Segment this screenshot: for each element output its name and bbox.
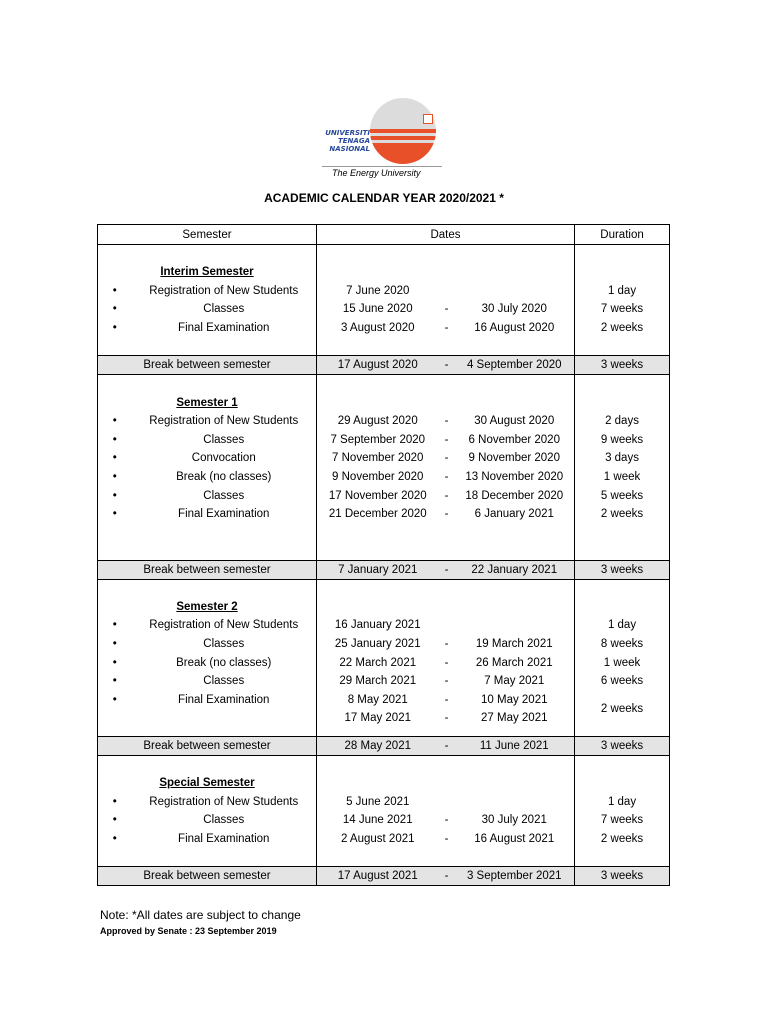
duration: 2 weeks xyxy=(575,319,670,338)
academic-calendar-table xyxy=(97,224,670,886)
duration: 5 weeks xyxy=(575,486,670,505)
break-label: Break between semester xyxy=(98,736,317,755)
semester-title: Semester 2 xyxy=(98,598,317,617)
bullet: • xyxy=(98,412,132,431)
duration: 9 weeks xyxy=(575,431,670,450)
break-label: Break between semester xyxy=(98,356,317,375)
date-dash: - xyxy=(444,433,449,446)
approval-text: Approved by Senate : 23 September 2019 xyxy=(100,926,277,936)
header-dates: Dates xyxy=(317,225,575,245)
event-label: Convocation xyxy=(132,449,317,468)
table-row xyxy=(98,635,670,654)
end-date: 18 December 2020 xyxy=(455,486,575,505)
spacer-row xyxy=(98,755,670,774)
event-label: Final Examination xyxy=(132,829,317,848)
break-end: 4 September 2020 xyxy=(455,356,575,375)
end-date: 30 July 2020 xyxy=(455,300,575,319)
break-end: 11 June 2021 xyxy=(455,736,575,755)
end-date: 19 March 2021 xyxy=(455,635,575,654)
date-dash: - xyxy=(444,675,449,688)
duration: 2 weeks xyxy=(575,505,670,524)
date-dash: - xyxy=(444,656,449,669)
break-end: 22 January 2021 xyxy=(455,560,575,579)
duration: 1 week xyxy=(575,653,670,672)
duration: 6 weeks xyxy=(575,672,670,691)
event-label: Classes xyxy=(132,300,317,319)
duration: 1 day xyxy=(575,792,670,811)
bullet: • xyxy=(98,468,132,487)
date-dash: - xyxy=(444,814,449,827)
logo-wordmark: UNIVERSITI TENAGA NASIONAL xyxy=(325,129,370,153)
break-row xyxy=(98,560,670,579)
date-dash: - xyxy=(444,638,449,651)
spacer-row xyxy=(98,375,670,394)
logo-tagline: The Energy University xyxy=(332,168,421,178)
event-label: Registration of New Students xyxy=(132,616,317,635)
bullet: • xyxy=(98,282,132,301)
end-date: 13 November 2020 xyxy=(455,468,575,487)
event-label: Final Examination xyxy=(132,319,317,338)
table-header-row xyxy=(98,225,670,245)
table-row xyxy=(98,486,670,505)
date-dash: - xyxy=(439,356,455,375)
event-label: Classes xyxy=(132,486,317,505)
spacer-row xyxy=(98,542,670,561)
bullet: • xyxy=(98,319,132,338)
spacer-row xyxy=(98,337,670,356)
break-row xyxy=(98,736,670,755)
table-row xyxy=(98,792,670,811)
table-row xyxy=(98,468,670,487)
date-dash: - xyxy=(444,322,449,335)
event-label: Break (no classes) xyxy=(132,468,317,487)
semester-title-row xyxy=(98,598,670,617)
table-row xyxy=(98,616,670,635)
date-dash: - xyxy=(444,489,449,502)
end-date: 9 November 2020 xyxy=(455,449,575,468)
duration: 7 weeks xyxy=(575,300,670,319)
start-date: 29 March 2021 xyxy=(317,672,439,691)
table-row xyxy=(98,431,670,450)
start-date: 7 June 2020 xyxy=(317,282,439,301)
duration: 1 day xyxy=(575,282,670,301)
event-label: Registration of New Students xyxy=(132,792,317,811)
start-date: 7 September 2020 xyxy=(317,431,439,450)
end-date: 27 May 2021 xyxy=(455,709,575,728)
break-row xyxy=(98,867,670,886)
bullet: • xyxy=(98,431,132,450)
university-logo xyxy=(316,96,442,180)
header-semester: Semester xyxy=(98,225,317,245)
date-dash: - xyxy=(444,303,449,316)
spacer-row xyxy=(98,524,670,542)
logo-divider xyxy=(322,166,442,167)
table-row xyxy=(98,319,670,338)
end-date xyxy=(455,616,575,635)
date-dash: - xyxy=(444,693,449,706)
event-label: Final Examination xyxy=(132,691,317,710)
bullet: • xyxy=(98,792,132,811)
duration: 2 days xyxy=(575,412,670,431)
table-row xyxy=(98,653,670,672)
date-dash: - xyxy=(444,832,449,845)
break-start: 17 August 2021 xyxy=(317,867,439,886)
bullet: • xyxy=(98,829,132,848)
break-duration: 3 weeks xyxy=(575,867,670,886)
bullet: • xyxy=(98,691,132,710)
duration: 1 week xyxy=(575,468,670,487)
end-date: 16 August 2021 xyxy=(455,829,575,848)
start-date: 25 January 2021 xyxy=(317,635,439,654)
break-label: Break between semester xyxy=(98,867,317,886)
break-end: 3 September 2021 xyxy=(455,867,575,886)
break-duration: 3 weeks xyxy=(575,356,670,375)
semester-title-row xyxy=(98,774,670,793)
event-label: Classes xyxy=(132,672,317,691)
bullet: • xyxy=(98,486,132,505)
end-date: 10 May 2021 xyxy=(455,691,575,710)
break-duration: 3 weeks xyxy=(575,560,670,579)
table-row xyxy=(98,672,670,691)
start-date: 16 January 2021 xyxy=(317,616,439,635)
bullet: • xyxy=(98,449,132,468)
date-dash: - xyxy=(444,452,449,465)
start-date: 2 August 2021 xyxy=(317,829,439,848)
shield-icon xyxy=(423,114,433,124)
event-label: Registration of New Students xyxy=(132,282,317,301)
document-title: ACADEMIC CALENDAR YEAR 2020/2021 * xyxy=(264,191,504,205)
footer-notes xyxy=(100,908,301,936)
end-date xyxy=(455,282,575,301)
end-date: 7 May 2021 xyxy=(455,672,575,691)
table-row xyxy=(98,300,670,319)
date-dash: - xyxy=(444,471,449,484)
start-date: 17 May 2021 xyxy=(317,709,439,728)
end-date: 26 March 2021 xyxy=(455,653,575,672)
spacer-row xyxy=(98,579,670,598)
bullet: • xyxy=(98,672,132,691)
end-date: 30 July 2021 xyxy=(455,811,575,830)
start-date: 9 November 2020 xyxy=(317,468,439,487)
event-label: Registration of New Students xyxy=(132,412,317,431)
start-date: 5 June 2021 xyxy=(317,792,439,811)
event-label: Classes xyxy=(132,431,317,450)
table-row xyxy=(98,449,670,468)
duration: 2 weeks xyxy=(575,829,670,848)
date-dash: - xyxy=(444,415,449,428)
duration: 8 weeks xyxy=(575,635,670,654)
duration: 1 day xyxy=(575,616,670,635)
bullet: • xyxy=(98,505,132,524)
start-date: 8 May 2021 xyxy=(317,691,439,710)
start-date: 15 June 2020 xyxy=(317,300,439,319)
break-row xyxy=(98,356,670,375)
bullet: • xyxy=(98,616,132,635)
duration: 3 days xyxy=(575,449,670,468)
duration: 7 weeks xyxy=(575,811,670,830)
end-date: 16 August 2020 xyxy=(455,319,575,338)
table-row xyxy=(98,811,670,830)
start-date: 14 June 2021 xyxy=(317,811,439,830)
date-dash: - xyxy=(444,712,449,725)
spacer-row xyxy=(98,245,670,264)
start-date: 21 December 2020 xyxy=(317,505,439,524)
start-date: 3 August 2020 xyxy=(317,319,439,338)
table-row xyxy=(98,691,670,710)
start-date: 22 March 2021 xyxy=(317,653,439,672)
end-date xyxy=(455,792,575,811)
semester-title-row xyxy=(98,393,670,412)
event-label: Classes xyxy=(132,635,317,654)
event-label: Final Examination xyxy=(132,505,317,524)
end-date: 6 November 2020 xyxy=(455,431,575,450)
spacer-row xyxy=(98,728,670,737)
semester-title-row xyxy=(98,263,670,282)
start-date: 7 November 2020 xyxy=(317,449,439,468)
break-start: 28 May 2021 xyxy=(317,736,439,755)
bullet: • xyxy=(98,653,132,672)
start-date: 29 August 2020 xyxy=(317,412,439,431)
date-dash: - xyxy=(439,560,455,579)
duration: 2 weeks xyxy=(575,691,670,728)
date-dash: - xyxy=(439,867,455,886)
semester-title: Interim Semester xyxy=(98,263,317,282)
bullet: • xyxy=(98,635,132,654)
header-duration: Duration xyxy=(575,225,670,245)
break-start: 7 January 2021 xyxy=(317,560,439,579)
table-row xyxy=(98,412,670,431)
start-date: 17 November 2020 xyxy=(317,486,439,505)
break-duration: 3 weeks xyxy=(575,736,670,755)
spacer-row xyxy=(98,848,670,867)
end-date: 30 August 2020 xyxy=(455,412,575,431)
semester-title: Special Semester xyxy=(98,774,317,793)
table-row xyxy=(98,505,670,524)
table-row xyxy=(98,282,670,301)
table-row xyxy=(98,829,670,848)
end-date: 6 January 2021 xyxy=(455,505,575,524)
event-label: Classes xyxy=(132,811,317,830)
logo-emblem xyxy=(370,98,436,164)
bullet: • xyxy=(98,811,132,830)
bullet: • xyxy=(98,300,132,319)
break-label: Break between semester xyxy=(98,560,317,579)
note-text: Note: *All dates are subject to change xyxy=(100,908,301,922)
date-dash: - xyxy=(439,736,455,755)
date-dash: - xyxy=(444,508,449,521)
event-label: Break (no classes) xyxy=(132,653,317,672)
break-start: 17 August 2020 xyxy=(317,356,439,375)
semester-title: Semester 1 xyxy=(98,393,317,412)
